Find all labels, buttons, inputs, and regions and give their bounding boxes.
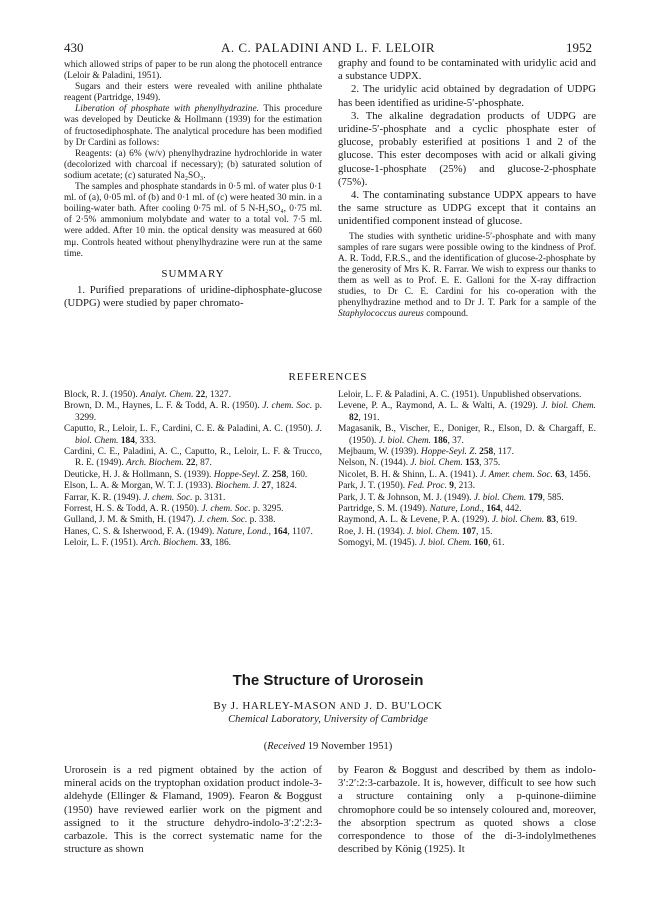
references-left-column bbox=[64, 390, 322, 550]
reference-entry bbox=[64, 538, 322, 549]
reference-journal: Biochem. J. bbox=[215, 481, 260, 492]
reference-authors: Mejbaum, W. (1939). bbox=[338, 447, 421, 458]
reference-journal: J. chem. Soc. bbox=[262, 401, 313, 412]
author-2: J. D. BU'LOCK bbox=[364, 700, 443, 712]
reference-pages: , 1327. bbox=[205, 390, 231, 400]
reference-entry bbox=[338, 390, 596, 401]
summary-point-2: 2. The uridylic acid obtained by degradation of UDPG has been identified as uridine-5′-phosphate. bbox=[338, 83, 596, 109]
reference-authors: Gulland, J. M. & Smith, H. (1947). bbox=[64, 515, 199, 526]
article-paragraph-left: Urorosein is a red pigment obtained by the action of mineral acids on the tryptophan oxidation product indole-3-aldehyde (Ellinger & Flamand, 1909). Fearon & Boggust (1950) have reviewed earlier work on the pigment and assigned to it the structure dehydro-indolo-3′:2′:2:3-carbazole. This is the correct systematic name for the structure as shown bbox=[64, 764, 322, 856]
reference-entry bbox=[64, 515, 322, 526]
reference-journal: J. Amer. chem. Soc. bbox=[479, 469, 553, 480]
reference-authors: Raymond, A. L. & Levene, P. A. (1929). bbox=[338, 515, 492, 526]
reference-volume: 22 bbox=[183, 458, 196, 469]
reference-pages: , 186. bbox=[209, 538, 231, 549]
reference-entry bbox=[64, 447, 322, 470]
reference-volume: 258 bbox=[476, 447, 494, 458]
reference-entry bbox=[64, 527, 322, 538]
reference-journal: Hoppe-Seyl. Z. bbox=[420, 447, 477, 458]
reference-authors: Park, J. T. & Johnson, M. J. (1949). bbox=[338, 492, 474, 503]
summary-point-1-continued: graphy and found to be contaminated with uridylic acid and a substance UDPX. bbox=[338, 57, 596, 83]
reference-authors: Cardini, C. E., Paladini, A. C., Caputto, R., Leloir, L. F. & Trucco, R. E. (1949). bbox=[64, 447, 322, 469]
reference-journal: J. biol. Chem. bbox=[75, 424, 322, 446]
reference-journal: J. biol. Chem. bbox=[407, 526, 460, 537]
reference-journal: J. biol. Chem. bbox=[419, 538, 472, 549]
reference-entry bbox=[64, 493, 322, 504]
reference-pages: p. 3131. bbox=[192, 492, 226, 503]
reference-entry bbox=[338, 538, 596, 549]
reference-journal: J. biol. Chem. bbox=[473, 492, 527, 503]
reference-authors: Park, J. T. (1950). bbox=[338, 481, 408, 492]
acknowledgements-text: The studies with synthetic uridine-5′-phosphate and with many samples of rare sugars were possible owing to the kindness of Prof. A. R. Todd, F.R.S., and the identification of glucose-2-phosphate by the generosity of Mrs K. R. Farrar. We wish to express our thanks to them as well as to Prof. E. E. Galloni for the X-ray diffraction studies, to Dr C. E. Cardini for his co-operation with the phenylhydrazine method and to Dr J. T. Park for a sample of the bbox=[338, 231, 596, 309]
reference-authors: Brown, D. M., Haynes, L. F. & Todd, A. R. (1950). bbox=[64, 401, 263, 412]
reference-journal: J. biol. Chem. bbox=[491, 515, 545, 526]
reference-volume: 27 bbox=[259, 481, 272, 492]
reference-pages: , 15. bbox=[476, 526, 493, 537]
summary-point-4: 4. The contaminating substance UDPX appears to have the same structure as UDPG except that it contains an unidentified component instead of glucose. bbox=[338, 189, 596, 228]
article-authors bbox=[64, 700, 592, 712]
reference-pages: , 117. bbox=[493, 447, 514, 458]
reference-pages: , 1456. bbox=[564, 469, 591, 480]
reference-volume: 82 bbox=[349, 412, 359, 423]
reference-journal: J. chem. Soc. bbox=[198, 515, 248, 526]
reference-entry bbox=[64, 401, 322, 424]
reference-journal: J. biol. Chem. bbox=[541, 401, 596, 412]
reference-authors: Leloir, L. F. & Paladini, A. C. (1951). Unpublished observations. bbox=[338, 390, 582, 400]
by-word: By bbox=[213, 700, 228, 712]
reference-authors: Partridge, S. M. (1949). bbox=[338, 504, 430, 515]
reference-volume: 33 bbox=[198, 538, 210, 549]
reference-volume: 22 bbox=[193, 390, 206, 400]
reference-journal: Fed. Proc. bbox=[407, 481, 447, 492]
page-number: 430 bbox=[64, 40, 84, 55]
paragraph-liberation-phosphate bbox=[64, 104, 322, 148]
received-date: 19 November 1951 bbox=[305, 741, 389, 752]
received-label: Received bbox=[267, 741, 306, 752]
reference-journal: Analyt. Chem. bbox=[140, 390, 194, 400]
paragraph-reagents: Reagents: (a) 6% (w/v) phenylhydrazine hydrochloride in water (decolorized with charcoal if necessary); (b) saturated solution of sodium acetate; (c) saturated Na₂SO₃. bbox=[64, 148, 322, 181]
reference-volume: 107 bbox=[459, 526, 477, 537]
reference-entry bbox=[338, 504, 596, 515]
author-1: J. HARLEY-MASON bbox=[230, 700, 337, 712]
reference-pages: , 442. bbox=[500, 504, 522, 515]
reference-authors: Nelson, N. (1944). bbox=[338, 458, 411, 469]
article-body-right bbox=[338, 764, 596, 856]
reference-entry bbox=[338, 447, 596, 458]
reference-authors: Elson, L. A. & Morgan, W. T. J. (1933). bbox=[64, 481, 216, 492]
reference-pages: , 160. bbox=[286, 469, 308, 480]
reference-journal: J. biol. Chem. bbox=[410, 458, 463, 469]
and-word: AND bbox=[339, 701, 362, 711]
reference-entry bbox=[64, 470, 322, 481]
reference-authors: Leloir, L. F. (1951). bbox=[64, 538, 141, 549]
article-body-left bbox=[64, 764, 322, 856]
reference-authors: Roe, J. H. (1934). bbox=[338, 526, 408, 537]
reference-authors: Hanes, C. S. & Isherwood, F. A. (1949). bbox=[64, 526, 217, 537]
reference-authors: Forrest, H. S. & Todd, A. R. (1950). bbox=[64, 504, 202, 515]
reference-journal: J. chem. Soc. bbox=[201, 504, 251, 515]
acknowledgements bbox=[338, 232, 596, 321]
reference-authors: Magasanik, B., Vischer, E., Doniger, R., Elson, D. & Chargaff, E. (1950). bbox=[338, 424, 596, 446]
reference-journal: Hoppe-Seyl. Z. bbox=[213, 469, 270, 480]
species-name: Staphylococcus aureus bbox=[338, 309, 424, 320]
reference-volume: 83 bbox=[544, 515, 556, 526]
reference-entry bbox=[338, 527, 596, 538]
reference-pages: p. 3295. bbox=[250, 504, 284, 515]
reference-volume: 184 bbox=[118, 435, 135, 446]
reference-authors: Levene, P. A., Raymond, A. L. & Walti, A. (1929). bbox=[338, 401, 542, 412]
acknowledgements-end: compound. bbox=[423, 309, 469, 320]
reference-authors: Caputto, R., Leloir, L. F., Cardini, C. E. & Paladini, A. C. (1950). bbox=[64, 424, 316, 435]
reference-pages: , 87. bbox=[195, 458, 212, 469]
reference-entry bbox=[338, 424, 596, 447]
summary-point-1: 1. Purified preparations of uridine-diphosphate-glucose (UDPG) were studied by paper chromato- bbox=[64, 283, 322, 309]
reference-authors: Deuticke, H. J. & Hollmann, S. (1939). bbox=[64, 469, 214, 480]
article-title: The Structure of Urorosein bbox=[232, 672, 424, 689]
left-text-column bbox=[64, 60, 322, 310]
reference-volume: 9 bbox=[446, 481, 454, 492]
summary-heading: SUMMARY bbox=[161, 267, 225, 280]
reference-pages: p. 3299. bbox=[75, 401, 322, 423]
section-lead-italic: Liberation of phosphate with phenylhydrazine. bbox=[75, 104, 259, 115]
reference-volume: 164 bbox=[271, 526, 288, 537]
reference-entry bbox=[64, 481, 322, 492]
paragraph-sugars: Sugars and their esters were revealed with aniline phthalate reagent (Partridge, 1949). bbox=[64, 82, 322, 104]
reference-volume: 160 bbox=[471, 538, 489, 549]
reference-entry bbox=[338, 401, 596, 424]
paragraph-liberation-text: This procedure was developed by Deuticke & Hollmann (1939) for the estimation of fructosediphosphate. The analytical procedure has been modified by Dr Cardini as follows: bbox=[64, 104, 322, 148]
reference-entry bbox=[338, 458, 596, 469]
summary-point-3: 3. The alkaline degradation products of UDPG are uridine-5′-phosphate and a cyclic phosphate ester of glucose, probably esterified at positions 1 and 2 of the glucose. This ester decomposes with acid or alkali giving glucose-1-phosphate (25%) and glucose-2-phosphate (75%). bbox=[338, 109, 596, 188]
reference-pages: , 1107. bbox=[287, 526, 313, 537]
reference-volume: 186 bbox=[431, 435, 448, 446]
reference-authors: Somogyi, M. (1945). bbox=[338, 538, 420, 549]
reference-entry bbox=[64, 424, 322, 447]
reference-pages: , 375. bbox=[479, 458, 501, 469]
author-affiliation: Chemical Laboratory, University of Cambridge bbox=[228, 714, 428, 725]
reference-pages: , 585. bbox=[542, 492, 564, 503]
reference-journal: J. chem. Soc. bbox=[143, 492, 193, 503]
reference-volume: 63 bbox=[552, 469, 565, 480]
article-paragraph-right: by Fearon & Boggust and described by them as indolo-3′:2′:2:3-carbazole. It is, however, difficult to see how such a structure containing only a p-quinone-diimine chromophore could be so intensely coloured and, moreover, the absorption spectrum as quoted shows a close correspondence to those of the di-3-indolylmethenes described by König (1925). It bbox=[338, 764, 596, 856]
reference-journal: Nature, Lond., bbox=[429, 504, 485, 515]
paragraph-photocell: which allowed strips of paper to be run along the photocell entrance (Leloir & Paladini, 1951). bbox=[64, 60, 322, 82]
right-text-column bbox=[338, 57, 596, 320]
references-right-column bbox=[338, 390, 596, 550]
reference-pages: p. 338. bbox=[247, 515, 276, 526]
reference-entry bbox=[338, 470, 596, 481]
reference-volume: 164 bbox=[484, 504, 501, 515]
reference-volume: 179 bbox=[526, 492, 543, 503]
reference-journal: Arch. Biochem. bbox=[126, 458, 184, 469]
running-header bbox=[64, 40, 592, 58]
reference-authors: Block, R. J. (1950). bbox=[64, 390, 141, 400]
reference-pages: , 1824. bbox=[271, 481, 297, 492]
reference-journal: Arch. Biochem. bbox=[140, 538, 199, 549]
running-title: A. C. PALADINI AND L. F. LELOIR bbox=[220, 40, 436, 55]
reference-pages: , 619. bbox=[555, 515, 578, 526]
reference-pages: , 333. bbox=[134, 435, 156, 446]
reference-authors: Nicolet, B. H. & Shinn, L. A. (1941). bbox=[338, 469, 480, 480]
reference-pages: , 61. bbox=[488, 538, 505, 549]
reference-journal: J. biol. Chem. bbox=[378, 435, 432, 446]
references-heading: REFERENCES bbox=[288, 371, 368, 383]
reference-entry bbox=[338, 481, 596, 492]
reference-pages: , 191. bbox=[358, 412, 380, 423]
reference-entry bbox=[338, 515, 596, 526]
reference-pages: , 37. bbox=[447, 435, 464, 446]
reference-entry bbox=[338, 493, 596, 504]
reference-volume: 258 bbox=[269, 469, 287, 480]
paragraph-samples: The samples and phosphate standards in 0·5 ml. of water plus 0·1 ml. of (a), 0·05 ml. of (b) and 0·1 ml. of (c) were heated 30 min. in a boiling-water bath. After cooling 0·75 ml. of 5 N-H₂SO₄, 0·75 ml. of 2·5% ammonium molybdate and water to a total vol. 7·5 ml. were added. After 10 min. the optical density was measured at 660 mμ. Controls heated without phenylhydrazine were run at the same time. bbox=[64, 182, 322, 259]
reference-volume: 153 bbox=[462, 458, 480, 469]
reference-authors: Farrar, K. R. (1949). bbox=[64, 492, 144, 503]
reference-entry bbox=[64, 390, 322, 401]
journal-year: 1952 bbox=[566, 40, 592, 55]
received-date-line: (Received 19 November 1951) bbox=[263, 741, 393, 752]
reference-entry bbox=[64, 504, 322, 515]
reference-pages: , 213. bbox=[453, 481, 476, 492]
reference-journal: Nature, Lond., bbox=[216, 526, 271, 537]
